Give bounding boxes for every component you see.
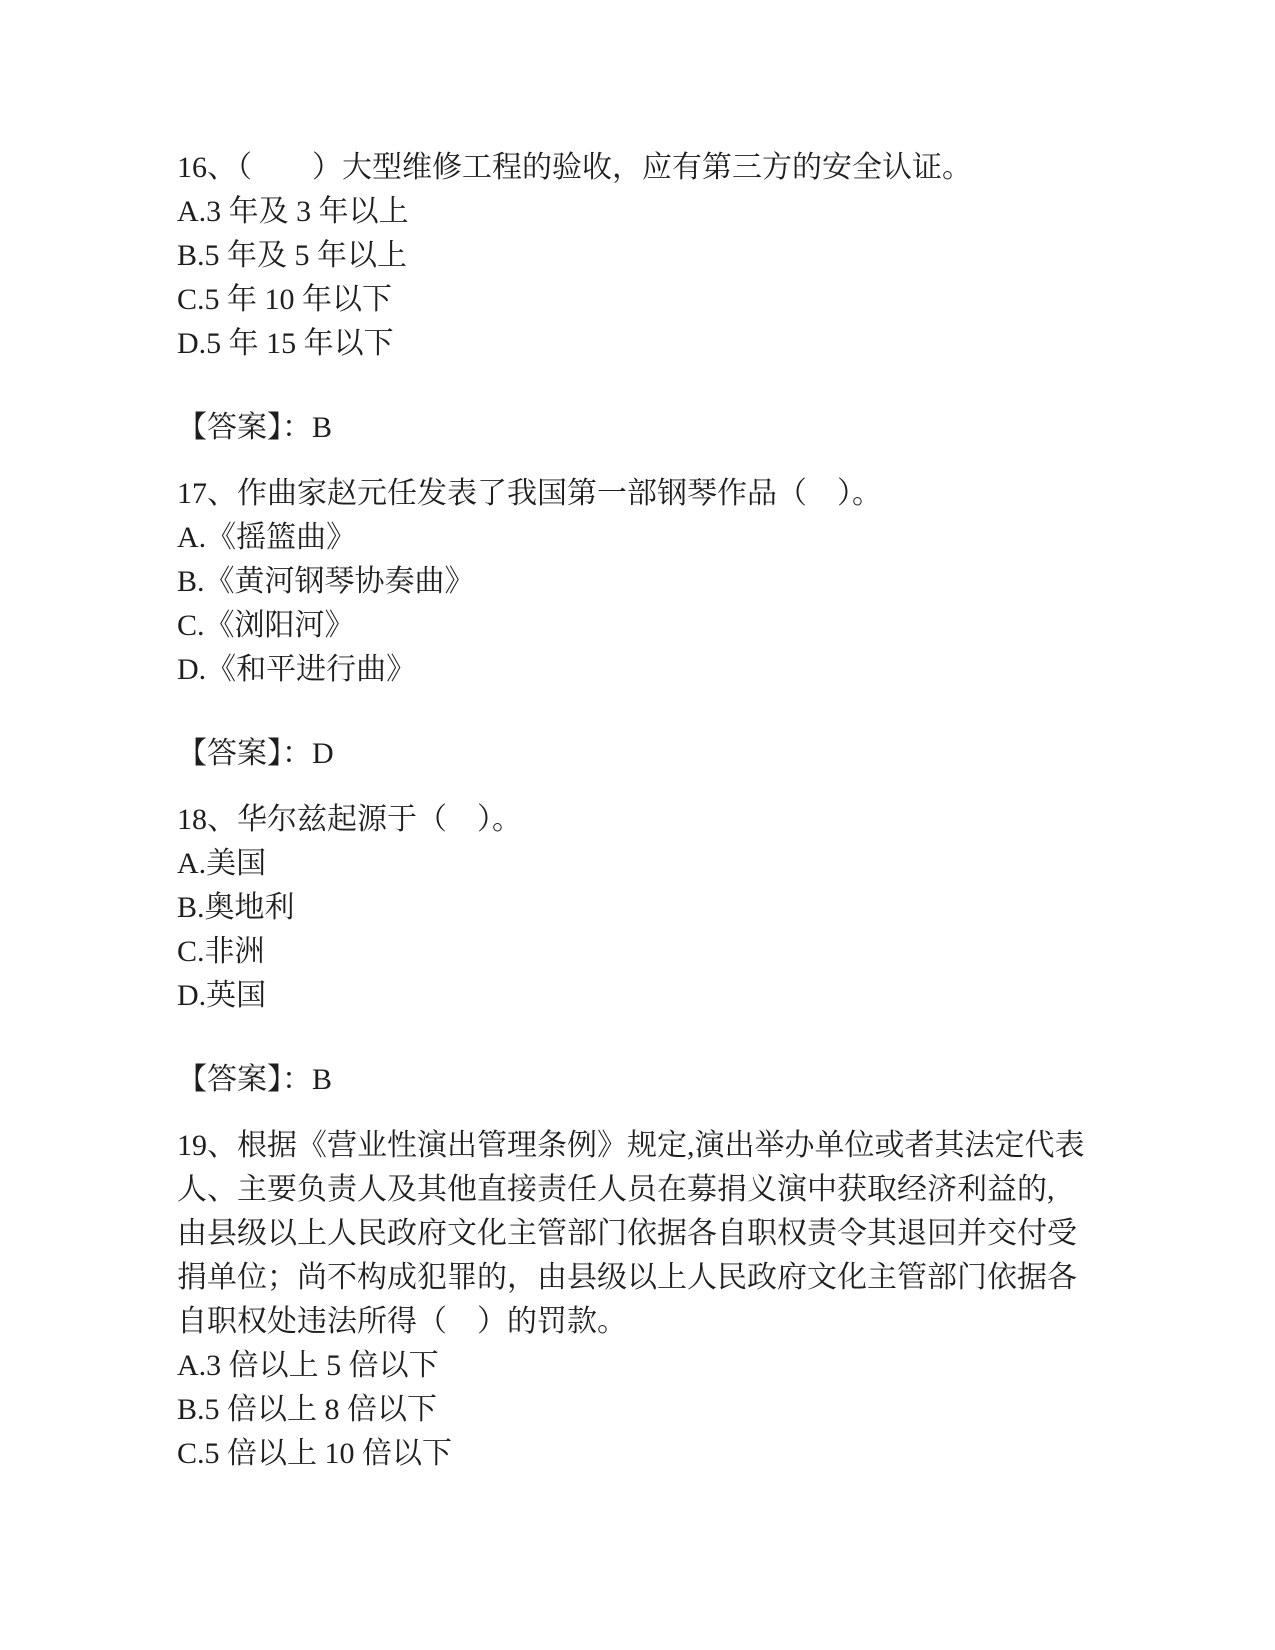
- question-19-option-a: A.3 倍以上 5 倍以下: [177, 1349, 439, 1382]
- question-18-option-b: B.奥地利: [177, 891, 295, 924]
- question-18-option-d: D.英国: [177, 979, 267, 1012]
- question-18-stem: 18、华尔兹起源于（ ）。: [177, 803, 522, 836]
- question-19-option-c: C.5 倍以上 10 倍以下: [177, 1437, 453, 1470]
- question-16-option-d: D.5 年 15 年以下: [177, 327, 394, 360]
- question-16-option-c: C.5 年 10 年以下: [177, 283, 393, 316]
- question-16-option-a: A.3 年及 3 年以上: [177, 195, 409, 228]
- question-17-option-c: C.《浏阳河》: [177, 609, 355, 642]
- question-18-option-a: A.美国: [177, 847, 267, 880]
- question-16-option-b: B.5 年及 5 年以上: [177, 239, 408, 272]
- question-16: [177, 146, 1180, 450]
- question-17-option-d: D.《和平进行曲》: [177, 653, 417, 686]
- question-17-option-a: A.《摇篮曲》: [177, 521, 357, 554]
- question-17-option-b: B.《黄河钢琴协奏曲》: [177, 565, 475, 598]
- question-19-stem-line-5: 自职权处违法所得（ ）的罚款。: [177, 1305, 627, 1338]
- question-17-answer: 【答案】：D: [177, 737, 334, 770]
- question-19: [177, 1124, 1180, 1476]
- question-19-stem-line-1: 19、根据《营业性演出管理条例》规定,演出举办单位或者其法定代表: [177, 1129, 1085, 1162]
- question-19-stem-line-2: 人、主要负责人及其他直接责任人员在募捐义演中获取经济利益的,: [177, 1173, 1055, 1206]
- question-16-answer: 【答案】：B: [177, 411, 333, 444]
- question-18-option-c: C.非洲: [177, 935, 265, 968]
- question-17: [177, 472, 1180, 776]
- question-17-stem: 17、作曲家赵元任发表了我国第一部钢琴作品（ ）。: [177, 477, 882, 510]
- question-16-stem: 16、（ ）大型维修工程的验收，应有第三方的安全认证。: [177, 151, 972, 184]
- question-19-stem-line-4: 捐单位；尚不构成犯罪的，由县级以上人民政府文化主管部门依据各: [177, 1261, 1077, 1294]
- question-18-answer: 【答案】：B: [177, 1063, 333, 1096]
- question-19-stem-line-3: 由县级以上人民政府文化主管部门依据各自职权责令其退回并交付受: [177, 1217, 1077, 1250]
- question-19-option-b: B.5 倍以上 8 倍以下: [177, 1393, 438, 1426]
- question-18: [177, 798, 1180, 1102]
